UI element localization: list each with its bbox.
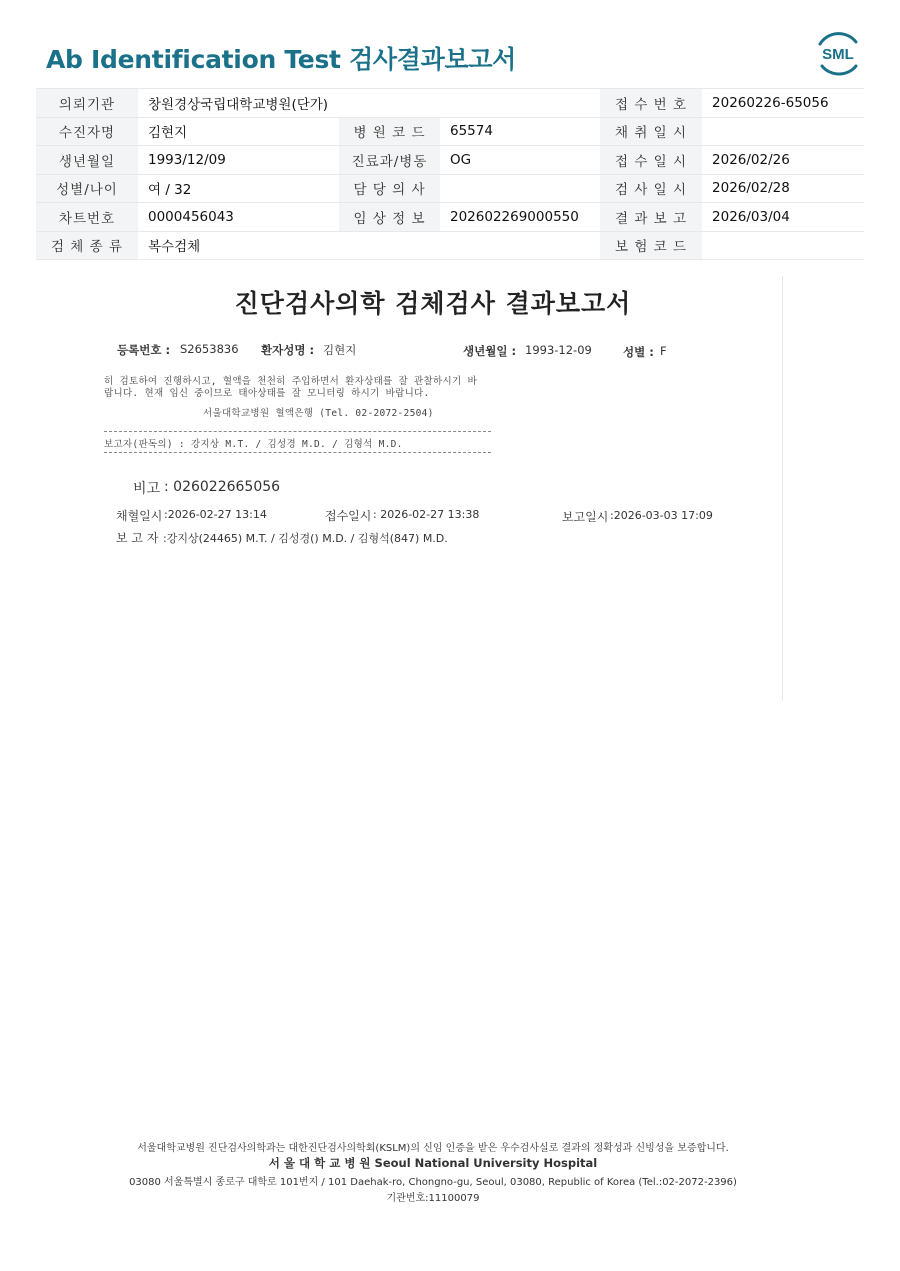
certification-note: 서울대학교병원 진단검사의학과는 대한진단검사의학회(KSLM)의 신임 인증을 받은 우수검사실로 결과의 정확성과 신빙성을 보증합니다. (137, 1143, 729, 1154)
info-row (36, 203, 864, 232)
reporter-label: 보 고 자 (116, 531, 159, 545)
info-value: 20260226-65056 (702, 89, 864, 118)
reporter-line: 보고자(판독의) : 강지상 M.T. / 김성경 M.D. / 김형석 M.D. (104, 439, 403, 450)
info-label: 검 체 종 류 (36, 231, 138, 260)
info-row (36, 117, 864, 146)
info-label: 병 원 코 드 (339, 117, 440, 146)
info-label: 진료과/병동 (339, 146, 440, 175)
institution-number: 기관번호:11100079 (386, 1193, 480, 1204)
receive-value: : 2026-02-27 13:38 (373, 508, 480, 521)
hospital-name: 서 울 대 학 교 병 원 Seoul National University Hospital (268, 1156, 598, 1170)
info-label: 의뢰기관 (36, 89, 138, 118)
info-label: 보 험 코 드 (600, 231, 702, 260)
info-value: OG (440, 146, 600, 175)
info-label: 임 상 정 보 (339, 203, 440, 232)
report-date-label: 보고일시 (562, 510, 609, 524)
remark-value: : 026022665056 (164, 479, 281, 495)
info-label: 접 수 일 시 (600, 146, 702, 175)
sml-logo (812, 28, 864, 80)
reg-value: S2653836 (180, 342, 239, 356)
logo-text: SML (822, 46, 854, 63)
info-value: 202602269000550 (440, 203, 600, 232)
collect-label: 채혈일시 (116, 509, 163, 523)
info-value: 창원경상국립대학교병원(단가) (138, 89, 600, 118)
info-row (36, 89, 864, 118)
info-value (702, 117, 864, 146)
info-label: 생년월일 (36, 146, 138, 175)
birth-value: 1993-12-09 (525, 343, 592, 357)
birth-label: 생년월일 : (463, 344, 517, 358)
info-value: 2026/02/28 (702, 174, 864, 203)
info-row (36, 174, 864, 203)
patient-value: 김현지 (323, 343, 357, 357)
info-label: 검 사 일 시 (600, 174, 702, 203)
patient-label: 환자성명 : (261, 343, 315, 357)
remark-label: 비고 (133, 481, 161, 497)
hospital-address: 03080 서울특별시 종로구 대학로 101번지 / 101 Daehak-ro, Chongno-gu, Seoul, 03080, Republic of Korea (Tel.:02-2072-2396) (129, 1177, 737, 1188)
dashed-divider (104, 431, 491, 432)
patient-info-table (36, 88, 864, 260)
info-value: 여 / 32 (138, 174, 339, 203)
info-value: 복수검체 (138, 231, 600, 260)
page-title: Ab Identification Test 검사결과보고서 (46, 45, 517, 74)
info-value: 2026/03/04 (702, 203, 864, 232)
info-value: 김현지 (138, 117, 339, 146)
info-row (36, 146, 864, 175)
dashed-divider (104, 452, 491, 453)
info-value (702, 231, 864, 260)
info-label: 채 취 일 시 (600, 117, 702, 146)
sex-value: F (660, 344, 667, 358)
info-value: 0000456043 (138, 203, 339, 232)
report-date-value: :2026-03-03 17:09 (610, 509, 713, 522)
info-value: 2026/02/26 (702, 146, 864, 175)
info-value (440, 174, 600, 203)
info-row (36, 231, 864, 260)
info-value: 65574 (440, 117, 600, 146)
note-line-1: 히 검토하여 진행하시고, 혈액을 천천히 주입하면서 환자상태를 잘 관찰하시기 바 (104, 376, 477, 387)
bloodbank-contact: 서울대학교병원 혈액은행 (Tel. 02-2072-2504) (203, 408, 434, 419)
note-line-2: 랍니다. 현재 임신 중이므로 태아상태를 잘 모니터링 하시기 바랍니다. (104, 388, 430, 399)
collect-value: :2026-02-27 13:14 (164, 508, 267, 521)
report-heading: 진단검사의학 검체검사 결과보고서 (234, 289, 632, 318)
info-label: 접 수 번 호 (600, 89, 702, 118)
info-label: 담 당 의 사 (339, 174, 440, 203)
reg-label: 등록번호 : (117, 343, 171, 357)
info-label: 성별/나이 (36, 174, 138, 203)
info-value: 1993/12/09 (138, 146, 339, 175)
info-label: 차트번호 (36, 203, 138, 232)
scan-edge-line (782, 276, 783, 701)
reporter-value: :강지상(24465) M.T. / 김성경() M.D. / 김형석(847) M.D. (163, 532, 448, 545)
info-label: 수진자명 (36, 117, 138, 146)
info-label: 결 과 보 고 (600, 203, 702, 232)
sex-label: 성별 : (623, 345, 654, 359)
receive-label: 접수일시 (325, 509, 372, 523)
